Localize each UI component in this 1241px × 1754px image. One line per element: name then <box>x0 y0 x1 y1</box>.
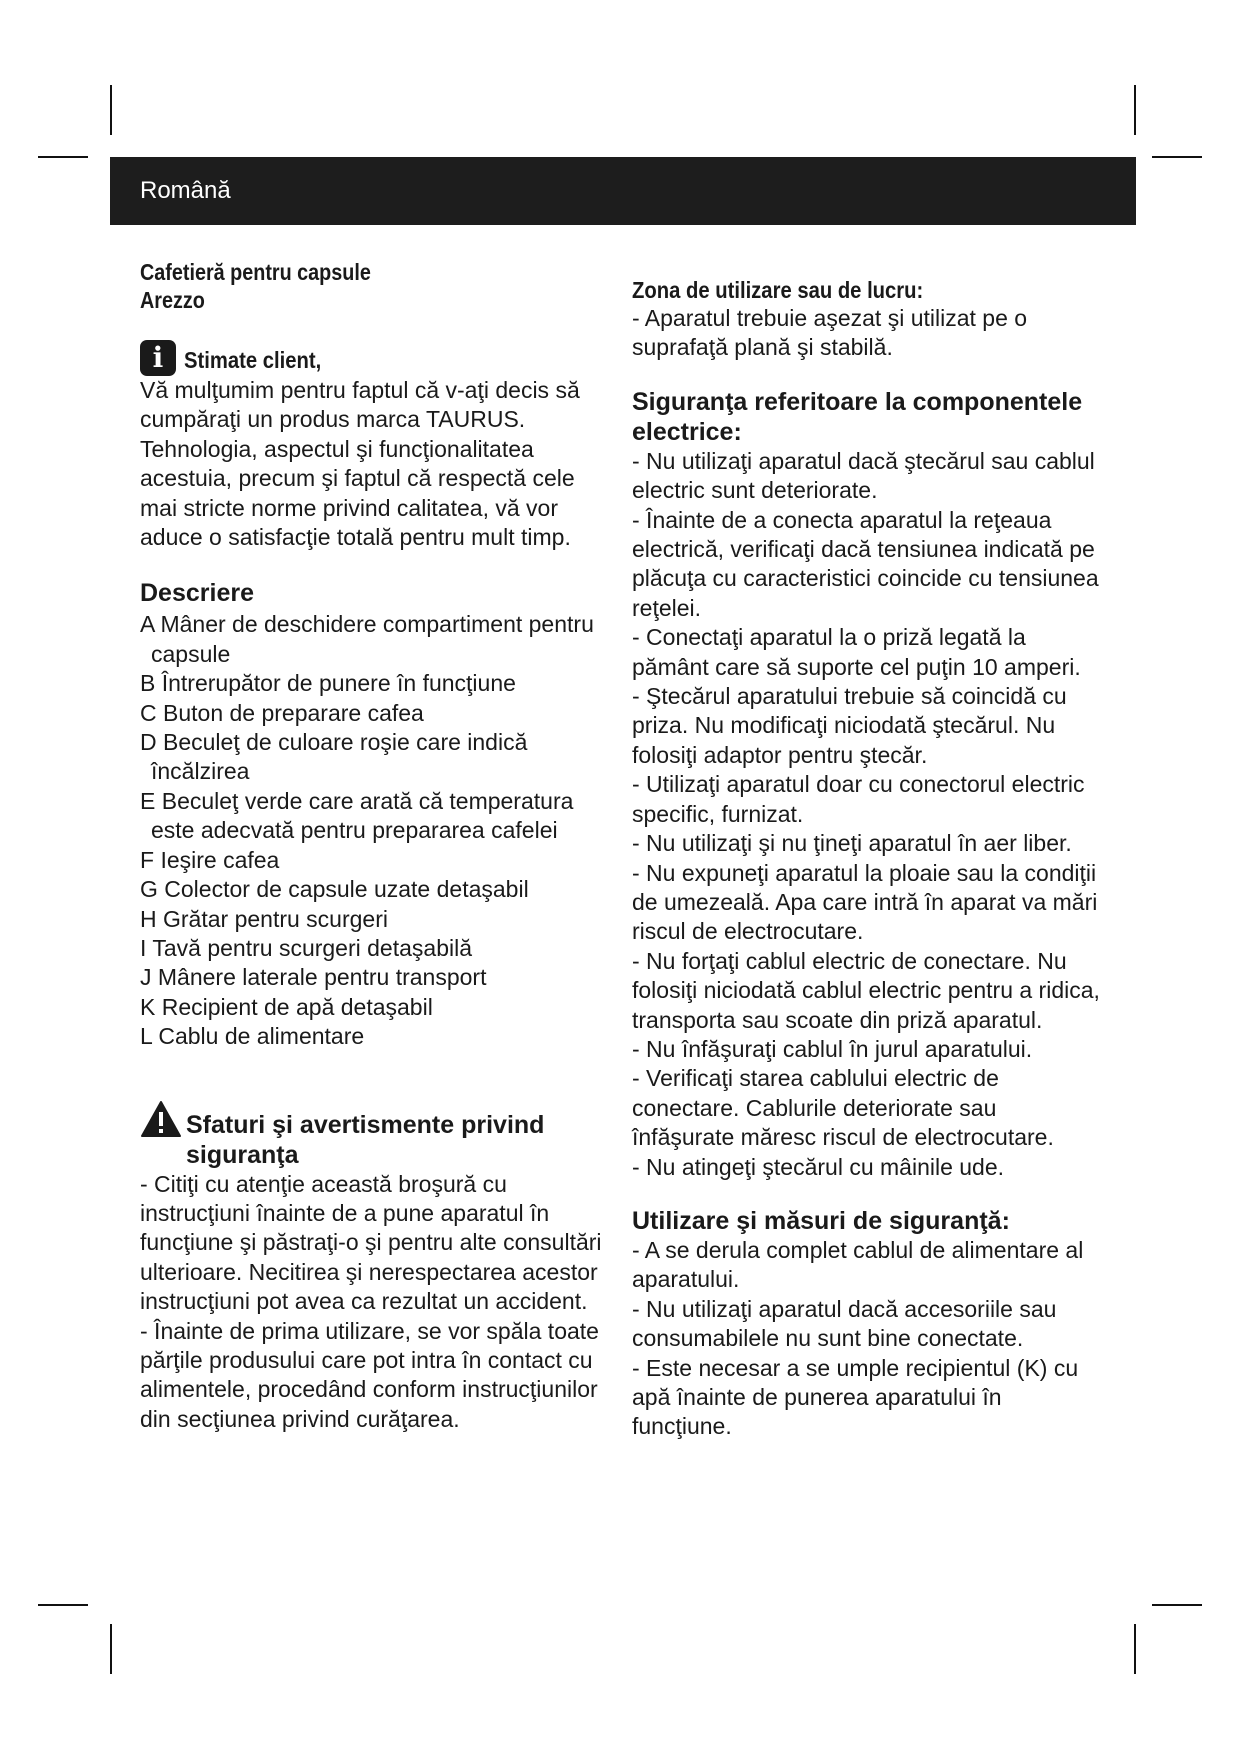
info-icon: i <box>140 340 176 376</box>
crop-mark-bottom-left-vertical <box>110 1624 112 1674</box>
electrical-paragraph: - Utilizaţi aparatul doar cu conectorul electric specific, furnizat. <box>632 771 1085 827</box>
list-item: H Grătar pentru scurgeri <box>140 905 388 932</box>
list-item: I Tavă pentru scurgeri detaşabilă <box>140 934 472 961</box>
electrical-paragraph: - Conectaţi aparatul la o priză legată la pământ care să suporte cel puţin 10 amperi. <box>632 624 1081 680</box>
description-title: Descriere <box>140 579 254 608</box>
electrical-paragraph: - Verificaţi starea cablului electric de conectare. Cablurile deteriorate sau înfăşurate măresc riscul de electrocutare. <box>632 1065 1054 1151</box>
list-item: L Cablu de alimentare <box>140 1023 365 1050</box>
left-column <box>140 258 602 1434</box>
list-item: G Colector de capsule uzate detaşabil <box>140 876 529 903</box>
electrical-paragraph: - Nu înfăşuraţi cablul în jurul aparatului. <box>632 1035 1033 1062</box>
language-header-bar <box>110 157 1136 225</box>
usage-paragraph: - Este necesar a se umple recipientul (K) cu apă înainte de punerea aparatului în funcţiune. <box>632 1354 1079 1440</box>
work-area-text: - Aparatul trebuie aşezat şi utilizat pe o suprafaţă plană şi stabilă. <box>632 305 1028 361</box>
list-item: J Mânere laterale pentru transport <box>140 964 487 991</box>
warning-icon <box>140 1100 182 1138</box>
crop-mark-top-left-horizontal <box>38 156 88 158</box>
usage-paragraph: - A se derula complet cablul de alimentare al aparatului. <box>632 1236 1084 1293</box>
electrical-paragraph: - Nu forţaţi cablul electric de conectare. Nu folosiţi niciodată cablul electric pentru a ridica, transporta sau scoate din priză aparatul. <box>632 947 1100 1033</box>
list-item: B Întrerupător de punere în funcţiune <box>140 670 516 697</box>
greeting-text: Vă mulţumim pentru faptul că v-aţi decis să cumpăraţi un produs marca TAURUS. Tehnologia, aspectul şi funcţionalitatea acestuia, precum şi faptul că respectă cele mai stricte norme privind calitatea, vă vor aduce o satisfacţie totală pentru mult timp. <box>140 377 580 551</box>
list-item: K Recipient de apă detaşabil <box>140 993 433 1020</box>
crop-mark-bottom-right-vertical <box>1134 1624 1136 1674</box>
electrical-title: Siguranţa referitoare la componentele electrice: <box>632 387 1083 446</box>
crop-mark-top-left-vertical <box>110 85 112 135</box>
safety-heading <box>140 1100 602 1170</box>
crop-mark-top-right-vertical <box>1134 85 1136 135</box>
description-list <box>140 610 602 1051</box>
product-title-line2: Arezzo <box>140 287 205 313</box>
greeting-title: Stimate client, <box>184 347 322 373</box>
usage-title: Utilizare şi măsuri de siguranţă: <box>632 1206 1010 1235</box>
list-item: D Beculeţ de culoare roşie care indică încălzirea <box>140 729 528 785</box>
electrical-paragraph: - Nu utilizaţi aparatul dacă ştecărul sau cablul electric sunt deteriorate. <box>632 447 1095 504</box>
safety-title: Sfaturi şi avertismente privind siguranţa <box>186 1110 545 1169</box>
crop-mark-top-right-horizontal <box>1152 156 1202 158</box>
work-area-title: Zona de utilizare sau de lucru: <box>632 277 924 303</box>
crop-mark-bottom-right-horizontal <box>1152 1604 1202 1606</box>
usage-paragraph: - Nu utilizaţi aparatul dacă accesoriile sau consumabilele nu sunt bine conectate. <box>632 1295 1057 1352</box>
safety-paragraph: - Citiţi cu atenţie această broşură cu instrucţiuni înainte de a pune aparatul în funcţiune şi păstraţi-o şi pentru alte consultări ulterioare. Necitirea şi nerespectarea acestor instrucţiuni pot avea ca rezultat un accident. <box>140 1170 602 1315</box>
list-item: A Mâner de deschidere compartiment pentru capsule <box>140 611 594 667</box>
crop-mark-bottom-left-horizontal <box>38 1604 88 1606</box>
electrical-paragraph: - Nu utilizaţi şi nu ţineţi aparatul în aer liber. <box>632 830 1072 857</box>
electrical-paragraph: - Nu expuneţi aparatul la ploaie sau la condiţii de umezeală. Apa care intră în aparat va mări riscul de electrocutare. <box>632 859 1098 945</box>
product-title-line1: Cafetieră pentru capsule <box>140 259 371 285</box>
list-item: F Ieşire cafea <box>140 846 280 873</box>
right-column <box>632 276 1102 1442</box>
greeting-heading <box>140 340 602 376</box>
electrical-paragraph: - Ştecărul aparatului trebuie să coincidă cu priza. Nu modificaţi niciodată ştecărul. Nu folosiţi adaptor pentru ştecăr. <box>632 683 1067 768</box>
electrical-paragraph: - Nu atingeţi ştecărul cu mâinile ude. <box>632 1153 1005 1180</box>
list-item: C Buton de preparare cafea <box>140 699 424 726</box>
list-item: E Beculeţ verde care arată că temperatura este adecvată pentru prepararea cafelei <box>140 787 574 844</box>
language-label: Română <box>140 177 231 204</box>
electrical-paragraph: - Înainte de a conecta aparatul la reţeaua electrică, verificaţi dacă tensiunea indicată pe plăcuţa cu caracteristici coincide cu tensiunea reţelei. <box>632 506 1099 621</box>
safety-paragraph: - Înainte de prima utilizare, se vor spăla toate părţile produsului care pot intra în contact cu alimentele, procedând conform instrucţiunilor din secţiunea privind curăţarea. <box>140 1317 599 1432</box>
